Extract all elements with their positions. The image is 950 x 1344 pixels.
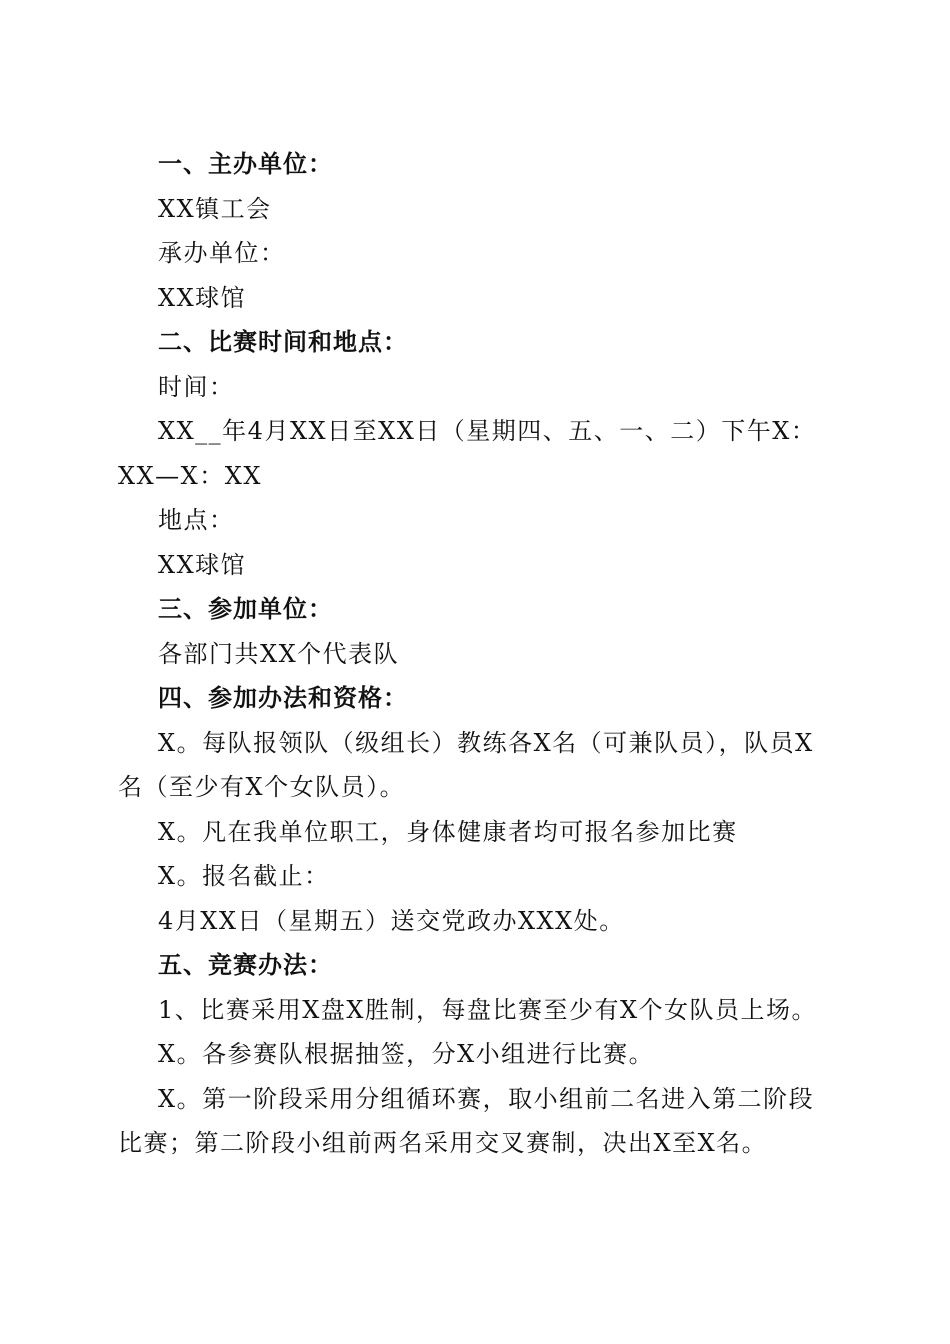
co-organizer-name: XX球馆 [158, 283, 247, 312]
section-heading-organizer: 一、主办单位： [158, 150, 333, 178]
rules-item-1: 1、比赛采用X盘X胜制，每盘比赛至少有X个女队员上场。 [158, 995, 818, 1024]
place-label: 地点： [158, 506, 235, 534]
time-label: 时间： [158, 372, 235, 401]
time-value: XX__年4月XX日至XX日（星期四、五、一、二）下午X：XX—X：XX [118, 417, 817, 490]
rules-item-2: X。各参赛队根据抽签，分X小组进行比赛。 [158, 1040, 655, 1068]
eligibility-item-1: X。每队报领队（级组长）教练各X名（可兼队员），队员X名（至少有X个女队员）。 [118, 728, 814, 801]
place-value: XX球馆 [158, 550, 247, 579]
organizer-name: XX镇工会 [158, 194, 272, 223]
section-heading-participants: 三、参加单位： [158, 595, 333, 623]
section-heading-eligibility: 四、参加办法和资格： [158, 684, 408, 712]
participants-text: 各部门共XX个代表队 [158, 639, 400, 668]
document-body [118, 142, 830, 1166]
co-organizer-label: 承办单位： [158, 239, 286, 267]
eligibility-item-3: X。报名截止： [158, 862, 330, 890]
registration-deadline: 4月XX日（星期五）送交党政办XXX处。 [158, 906, 625, 935]
section-heading-time-place: 二、比赛时间和地点： [158, 328, 408, 356]
eligibility-item-2: X。凡在我单位职工，身体健康者均可报名参加比赛 [158, 817, 738, 846]
rules-item-3: X。第一阶段采用分组循环赛，取小组前二名进入第二阶段比赛；第二阶段小组前两名采用交叉赛制，决出X至X名。 [118, 1084, 815, 1157]
section-heading-rules: 五、竞赛办法： [158, 951, 333, 979]
